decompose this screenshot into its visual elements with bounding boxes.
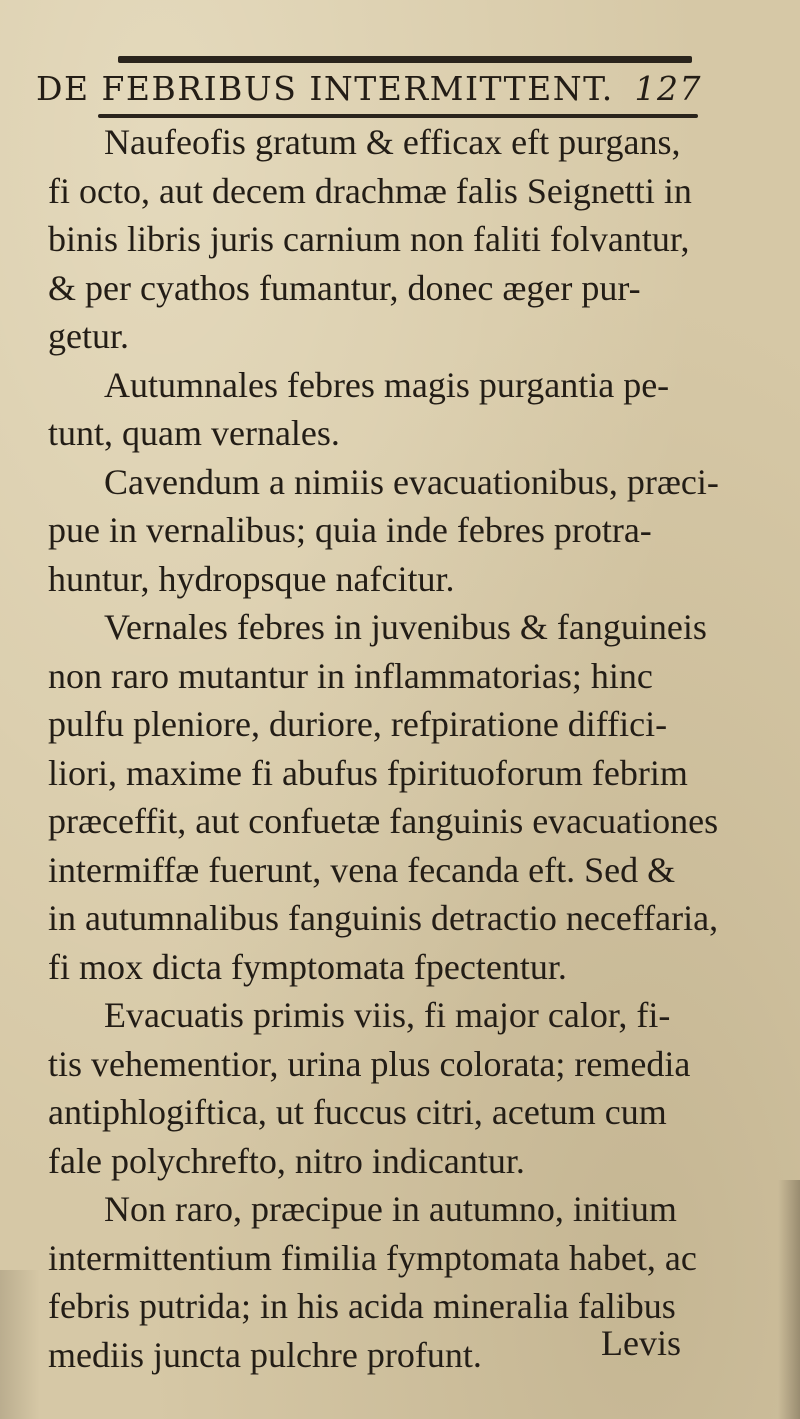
text-line: fi octo, aut decem drachmæ falis Seignetti in — [48, 170, 692, 211]
text-line: fale polychrefto, nitro indicantur. — [48, 1140, 525, 1181]
text-line: antiphlogiftica, ut fuccus citri, acetum cum — [48, 1092, 667, 1132]
text-line: non raro mutantur in inflammatorias; hinc — [48, 655, 653, 696]
text-line: tunt, quam vernales. — [48, 413, 340, 453]
page-number: 127 — [634, 69, 702, 108]
running-head-title: DE FEBRIBUS INTERMITTENT. — [36, 69, 614, 108]
page-edge-shadow — [0, 1270, 40, 1419]
text-line: in autumnalibus fanguinis detractio neceffaria, — [48, 898, 719, 938]
text-line: tis vehementior, urina plus colorata; remedia — [48, 1043, 691, 1084]
text-line: Vernales febres in juvenibus & fanguineis — [104, 607, 707, 647]
text-line: intermittentium fimilia fymptomata habet, ac — [48, 1237, 697, 1278]
text-line: intermiffæ fuerunt, vena fecanda eft. Sed & — [48, 849, 676, 890]
text-line: binis libris juris carnium non faliti folvantur, — [48, 219, 690, 259]
top-rule — [118, 56, 692, 63]
text-line: pue in vernalibus; quia inde febres protra- — [48, 510, 652, 550]
text-line: liori, maxime fi abufus fpirituoforum febrim — [48, 752, 688, 793]
page-edge-shadow — [778, 1180, 800, 1419]
text-line: huntur, hydropsque nafcitur. — [48, 558, 455, 599]
text-line: getur. — [48, 316, 129, 356]
text-line: præceffit, aut confuetæ fanguinis evacuationes — [48, 801, 719, 841]
text-line: Naufeofis gratum & efficax eft purgans, — [104, 122, 681, 162]
text-line: Evacuatis primis viis, fi major calor, fi- — [104, 995, 671, 1035]
running-head — [36, 66, 706, 112]
text-line: Autumnales febres magis purgantia pe- — [104, 364, 670, 405]
text-line: Cavendum a nimiis evacuationibus, præci- — [104, 461, 719, 502]
text-line: febris putrida; in his acida mineralia falibus — [48, 1286, 676, 1326]
text-line: Non raro, præcipue in autumno, initium — [104, 1189, 677, 1229]
catchword: Levis — [601, 1323, 681, 1363]
text-line: mediis juncta pulchre profunt. — [48, 1334, 482, 1375]
text-line: fi mox dicta fymptomata fpectentur. — [48, 946, 567, 987]
text-line: pulfu pleniore, duriore, refpiratione diffici- — [48, 704, 668, 744]
body-text — [0, 118, 800, 1379]
text-line: & per cyathos fumantur, donec æger pur- — [48, 267, 641, 308]
